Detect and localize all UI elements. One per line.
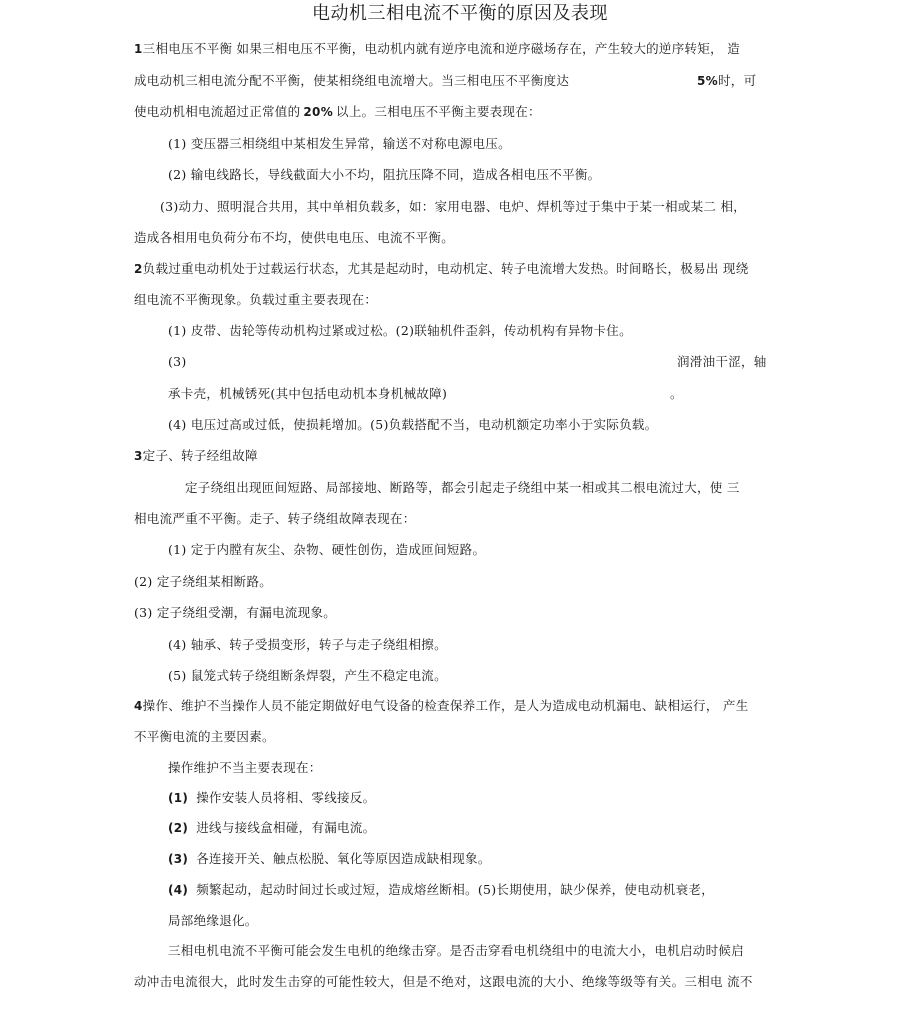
text: 时，可 xyxy=(717,73,757,88)
percent-value: 20% xyxy=(303,105,334,119)
text: 进线与接线盒相碰，有漏电流。 xyxy=(196,820,376,835)
section-1-line-2-tail xyxy=(697,73,756,89)
section-2-line-2: 组电流不平衡现象。负载过重主要表现在： xyxy=(134,292,378,307)
section-2-item-3-text: 润滑油干涩，轴 xyxy=(677,354,767,369)
section-1-item-1: (1) 变压器三相绕组中某相发生异常，输送不对称电源电压。 xyxy=(168,136,511,151)
section-2-item-3-cont: 承卡壳，机械锈死(其中包括电动机本身机械故障) xyxy=(168,386,448,401)
item-number: (2) xyxy=(168,821,189,835)
section-3-item-5: (5) 鼠笼式转子绕组断条焊裂，产生不稳定电流。 xyxy=(168,668,447,683)
text: 操作、维护不当操作人员不能定期做好电气设备的检查保养工作，是人为造成电动机漏电、缺相运行， 产生 xyxy=(142,698,749,713)
section-number: 3 xyxy=(134,449,143,463)
section-2-line-1 xyxy=(134,261,749,277)
closing-paragraph-line-2: 动冲击电流很大，此时发生击穿的可能性较大，但是不绝对，这跟电流的大小、绝缘等级等有关。三相电 流不 xyxy=(134,974,753,989)
text: 三相电压不平衡 如果三相电压不平衡，电动机内就有逆序电流和逆序磁场存在，产生较大的逆序转矩， 造 xyxy=(142,41,741,56)
text: 负载过重电动机处于过载运行状态，尤其是起动时，电动机定、转子电流增大发热。时间略长，极易出 现绕 xyxy=(142,261,749,276)
text: 使电动机相电流超过正常值的 xyxy=(134,104,301,119)
item-number: (1) xyxy=(168,791,189,805)
section-1-item-3: (3)动力、照明混合共用，其中单相负载多，如：家用电器、电炉、焊机等过于集中于某一相或某二 相， xyxy=(160,199,747,214)
section-1-line-3 xyxy=(134,104,541,120)
section-2-item-1: (1) 皮带、齿轮等传动机构过紧或过松。(2)联轴机件歪斜，传动机构有异物卡住。 xyxy=(168,323,632,338)
section-3-item-1: (1) 定于内膛有灰尘、杂物、硬性创伤，造成匝间短路。 xyxy=(168,542,486,557)
section-4-item-3 xyxy=(168,851,491,867)
section-4-line-1 xyxy=(134,698,749,714)
section-4-item-4-cont: 局部绝缘退化。 xyxy=(168,913,258,928)
section-3-heading xyxy=(134,448,258,464)
section-4-item-1 xyxy=(168,790,375,806)
section-2-item-3-end: 。 xyxy=(670,386,683,401)
item-number: (3) xyxy=(168,852,189,866)
text: 各连接开关、触点松脱、氧化等原因造成缺相现象。 xyxy=(196,851,491,866)
section-3-item-2: (2) 定子绕组某相断路。 xyxy=(134,574,273,589)
section-3-line-1: 定子绕组出现匝间短路、局部接地、断路等，都会引起走子绕组中某一相或其二根电流过大，使 三 xyxy=(185,480,740,495)
section-number: 4 xyxy=(134,699,143,713)
section-1-item-3-cont: 造成各相用电负荷分布不均，使供电电压、电流不平衡。 xyxy=(134,230,455,245)
percent-value: 5% xyxy=(697,74,718,88)
section-4-line-3: 操作维护不当主要表现在： xyxy=(168,760,322,775)
section-2-item-4: (4) 电压过高或过低，使损耗增加。(5)负载搭配不当，电动机额定功率小于实际负载。 xyxy=(168,417,658,432)
text: 操作安装人员将相、零线接反。 xyxy=(196,790,376,805)
item-number: (4) xyxy=(168,883,189,897)
section-number: 1 xyxy=(134,42,143,56)
text: 成电动机三相电流分配不平衡，使某相绕组电流增大。当三相电压不平衡度达 xyxy=(134,73,570,88)
document-title: 电动机三相电流不平衡的原因及表现 xyxy=(312,3,608,24)
section-4-line-2: 不平衡电流的主要因素。 xyxy=(134,729,275,744)
section-2-item-3-number: (3) xyxy=(168,354,187,369)
closing-paragraph-line-1: 三相电机电流不平衡可能会发生电机的绝缘击穿。是否击穿看电机绕组中的电流大小，电机启动时候启 xyxy=(168,943,745,958)
section-number: 2 xyxy=(134,262,143,276)
section-1-line-2 xyxy=(134,73,569,89)
text: 定子、转子经组故障 xyxy=(142,448,258,463)
section-4-item-4 xyxy=(168,882,714,898)
section-1-item-2: (2) 输电线路长，导线截面大小不均，阻抗压降不同，造成各相电压不平衡。 xyxy=(168,167,601,182)
section-3-item-3: (3) 定子绕组受潮，有漏电流现象。 xyxy=(134,605,337,620)
section-4-item-2 xyxy=(168,820,375,836)
section-3-item-4: (4) 轴承、转子受损变形，转子与走子绕组相擦。 xyxy=(168,637,447,652)
section-3-line-2: 相电流严重不平衡。走子、转子绕组故障表现在： xyxy=(134,511,416,526)
section-1-line-1 xyxy=(134,41,740,57)
text: 频繁起动，起动时间过长或过短，造成熔丝断相。(5)长期使用，缺少保养，使电动机衰老， xyxy=(196,882,715,897)
text: 以上。三相电压不平衡主要表现在： xyxy=(336,104,541,119)
